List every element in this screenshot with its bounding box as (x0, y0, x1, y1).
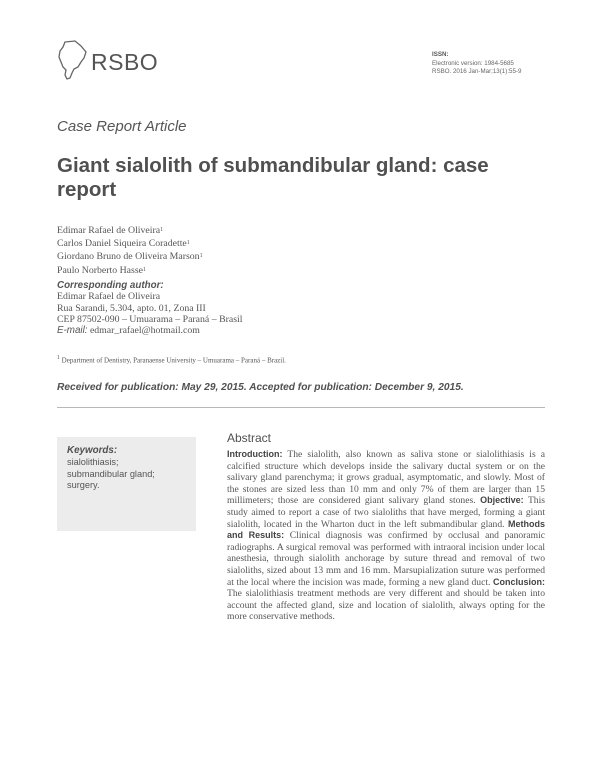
keyword: surgery. (67, 480, 100, 490)
issn-label: ISSN: (432, 51, 449, 58)
corresponding-heading: Corresponding author: (57, 280, 164, 291)
journal-logo (56, 40, 158, 80)
brazil-map-icon (56, 40, 88, 80)
keyword: sialolithiasis; (67, 457, 119, 467)
journal-logo-text: RSBO (91, 48, 159, 75)
email-link[interactable]: edmar_rafael@hotmail.com (89, 325, 200, 337)
abstract-body (227, 449, 545, 623)
author-list (57, 224, 203, 277)
citation: RSBO. 2016 Jan-Mar;13(1):55-9 (432, 68, 522, 75)
affiliation: $^1$ Department of Dentistry, Paranaense University – Umuarama – Paraná – Brazil. (57, 355, 286, 365)
abstract-section-text: The sialolith, also known as saliva stone or sialolithiasis is a calcified structure which develops inside the salivary ductal system or on the salivary gland parenchyma; it grows gradual, asymptomatic, and slowly. Most of the stones are sized less than 10 mm and only 7% of them are larger than 15 millimeters; those are considered giant salivary gland stones. (227, 449, 545, 507)
keywords-box (57, 437, 196, 531)
article-type: Case Report Article (57, 118, 187, 135)
author: Paulo Norberto Hasse$^1$ (57, 264, 146, 276)
author: Giordano Bruno de Oliveira Marson$^1$ (57, 251, 203, 263)
corresponding-name: Edimar Rafael de Oliveira (57, 291, 161, 303)
keywords-list (67, 457, 196, 492)
corresponding-author (57, 280, 242, 336)
abstract-section-text: The sialolithiasis treatment methods are very different and should be taken into account the affected gland, size and location of sialolith, always opting for the more conservative methods. (227, 588, 545, 623)
address-line: CEP 87502-090 – Umuarama – Paraná – Brasil (57, 313, 243, 325)
email-line: E-mail: edmar_rafael@hotmail.com (57, 325, 200, 337)
abstract-section-label: Conclusion: (493, 576, 545, 587)
abstract-section-label: Introduction: (227, 449, 283, 459)
abstract-heading: Abstract (227, 431, 272, 445)
author: Edimar Rafael de Oliveira$^1$ (57, 225, 164, 236)
publication-dates: Received for publication: May 29, 2015. Accepted for publication: December 9, 2015. (57, 382, 464, 393)
address-line: Rua Sarandi, 5.304, apto. 01, Zona III (57, 302, 206, 314)
keyword: submandibular gland; (67, 468, 155, 479)
abstract-section-text: This study aimed to report a case of two sialoliths that have merged, forming a giant sialolith, located in the Wharton duct in the left submandibular gland. (227, 495, 546, 530)
author: Carlos Daniel Siqueira Coradette$^1$ (57, 238, 190, 250)
keywords-title: Keywords: (67, 445, 118, 456)
abstract-section-label: Methods and Results: (227, 518, 545, 541)
publication-info (432, 51, 592, 77)
article-title: Giant sialolith of submandibular gland: case report (57, 154, 489, 201)
abstract-section-label: Objective: (480, 495, 524, 506)
abstract-section-text: Clinical diagnosis was confirmed by occlusal and panoramic radiographs. A surgical removal was performed with intraoral incision under local anesthesia, through sialolith anchorage by suture thread and removal of two sialoliths, sized about 13 mm and 16 mm. Marsupialization suture was performed at the local where the incision was made, forming a new gland duct. (227, 530, 546, 588)
divider (57, 407, 545, 408)
electronic-version: Electronic version: 1984-5685 (432, 59, 514, 67)
